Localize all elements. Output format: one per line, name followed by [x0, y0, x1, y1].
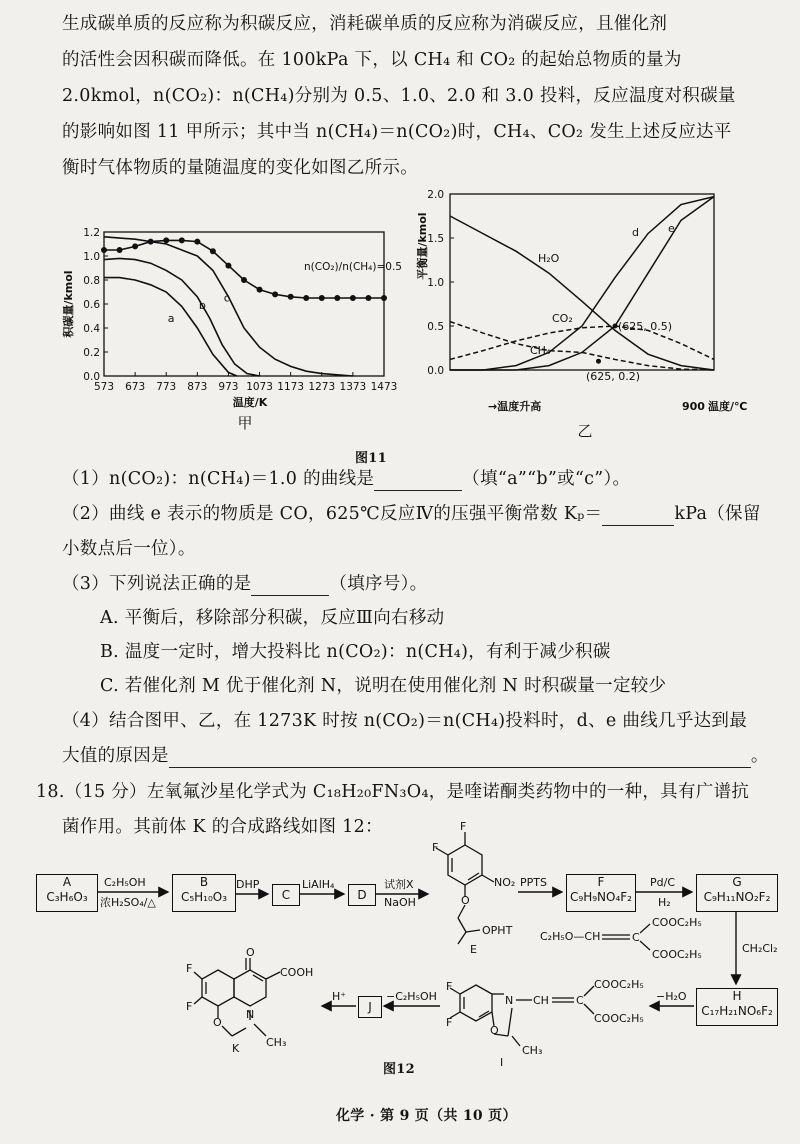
- jia-x-tick-label: 1473: [370, 381, 398, 393]
- reagent-naoh: NaOH: [384, 896, 416, 909]
- yi-point-label-2: (625, 0.2): [586, 370, 641, 383]
- yi-point-label-1: (625, 0.5): [618, 320, 673, 333]
- reagent-minus-water: −H₂O: [656, 990, 687, 1003]
- reagent-ethanol: C₂H₅OH: [104, 876, 146, 889]
- compound-f-label: F: [597, 875, 605, 889]
- jia-curve-label-c: c: [223, 291, 230, 305]
- jia-x-tick-label: 1273: [308, 381, 336, 393]
- k-nitrogen: N: [246, 1008, 255, 1021]
- reagent-x: 试剂X: [384, 878, 414, 891]
- jia-y-tick-label: 0.8: [83, 275, 100, 287]
- question-1-text: （1）n(CO₂)：n(CH₄)＝1.0 的曲线是: [62, 469, 375, 489]
- jia-x-tick-label: 1073: [246, 381, 273, 393]
- question-4: （4）结合图甲、乙，在 1273K 时按 n(CO₂)＝n(CH₄)投料时，d、e 曲线几乎达到最: [62, 711, 748, 731]
- option-c: C. 若催化剂 M 优于催化剂 N，说明在使用催化剂 N 时积碳量一定较少: [100, 676, 667, 696]
- compound-h-label: H: [732, 989, 742, 1003]
- structure-i: [450, 985, 594, 1046]
- i-ester-top: COOC₂H₅: [594, 978, 644, 991]
- jia-x-tick-label: 973: [218, 381, 239, 393]
- i-ester-bottom: COOC₂H₅: [594, 1012, 644, 1025]
- jia-x-tick-label: 773: [156, 381, 177, 393]
- yi-y-tick-label: 1.5: [427, 233, 444, 245]
- compound-h-formula: C₁₇H₂₁NO₆F₂: [701, 1004, 773, 1018]
- yi-y-tick-label: 0.5: [427, 321, 444, 333]
- e-fluorine-2: F: [460, 820, 467, 833]
- k-fluorine-1: F: [186, 962, 193, 975]
- jia-y-tick-label: 1.2: [83, 227, 100, 239]
- jia-x-tick-label: 673: [125, 381, 146, 393]
- question-18-line-1: 18.（15 分）左氧氟沙星化学式为 C₁₈H₂₀FN₃O₄，是喹诺酮类药物中的一种，具有广谱抗: [36, 782, 750, 802]
- question-2-text: （2）曲线 e 表示的物质是 CO，625℃反应Ⅳ的压强平衡常数 Kₚ＝: [62, 504, 603, 524]
- k-cooh: COOH: [280, 966, 314, 979]
- yi-x-note: →温度升高: [488, 400, 542, 413]
- compound-b-label: B: [199, 875, 209, 889]
- paragraph-line-5: 衡时气体物质的量随温度的变化如图乙所示。: [62, 158, 418, 178]
- k-fluorine-2: F: [186, 1000, 193, 1013]
- yi-y-tick-label: 0.0: [427, 365, 444, 377]
- question-18-line-2: 菌作用。其前体 K 的合成路线如图 12：: [62, 817, 383, 837]
- yi-y-axis-label: 平衡量/kmol: [416, 212, 429, 280]
- paragraph-line-2: 的活性会因积碳而降低。在 100kPa 下，以 CH₄ 和 CO₂ 的起始总物质的量为: [62, 50, 682, 70]
- yi-label-d: d: [632, 226, 639, 239]
- k-label: K: [232, 1042, 240, 1055]
- paragraph-line-3: 2.0kmol，n(CO₂)：n(CH₄)分别为 0.5、1.0、2.0 和 3.0 投料，反应温度对积碳量: [62, 86, 736, 106]
- paragraph-line-4: 的影响如图 11 甲所示；其中当 n(CH₄)＝n(CO₂)时，CH₄、CO₂ 发生上述反应达平: [62, 122, 732, 142]
- i-methyl: CH₃: [522, 1044, 543, 1057]
- question-2-line-2: 小数点后一位）。: [62, 539, 196, 559]
- reagent-h2: H₂: [658, 896, 671, 909]
- compound-a-formula: C₃H₆O₃: [46, 890, 88, 904]
- jia-y-axis-label: 积碳量/kmol: [62, 270, 75, 338]
- compound-b-formula: C₅H₁₀O₃: [180, 890, 228, 904]
- question-2-tail: kPa（保留: [674, 504, 761, 524]
- jia-x-tick-label: 1173: [277, 381, 305, 393]
- yi-y-tick-label: 2.0: [427, 189, 444, 201]
- e-nitro: NO₂: [494, 876, 516, 889]
- i-fluorine-1: F: [446, 980, 453, 993]
- i-ch: CH: [533, 994, 549, 1007]
- jia-y-tick-label: 0.2: [83, 347, 100, 359]
- i-fluorine-2: F: [446, 1016, 453, 1029]
- i-oxygen: O: [490, 1024, 499, 1037]
- e-opht: OPHT: [482, 924, 513, 937]
- page-footer: 化学 · 第 9 页（共 10 页）: [336, 1108, 517, 1124]
- reagent-pdc: Pd/C: [650, 876, 676, 889]
- reagent-h2so4: 浓H₂SO₄/△: [100, 896, 156, 909]
- compound-c-label: C: [281, 888, 291, 902]
- question-3-text: （3）下列说法正确的是: [62, 574, 252, 594]
- reagent-acid: H⁺: [332, 990, 347, 1003]
- yi-panel-label: 乙: [577, 422, 593, 440]
- structure-k: [194, 958, 280, 1036]
- jia-curve-label-b: b: [198, 298, 206, 312]
- yi-label-h2o: H₂O: [538, 252, 560, 265]
- paragraph-line-1: 生成碳单质的反应称为积碳反应，消耗碳单质的反应称为消碳反应，且催化剂: [62, 14, 668, 34]
- yi-label-ch4: CH₄: [530, 344, 551, 357]
- compound-d-label: D: [357, 888, 367, 902]
- option-a: A. 平衡后，移除部分积碳，反应Ⅲ向右移动: [100, 608, 445, 628]
- jia-x-axis-label: 温度/K: [232, 396, 268, 409]
- k-oxygen-ring: O: [213, 1016, 222, 1029]
- jia-annotation: n(CO₂)/n(CH₄)=0.5: [304, 261, 402, 273]
- i-label: I: [500, 1056, 504, 1069]
- emme-ester-bottom: COOC₂H₅: [652, 948, 702, 961]
- k-oxygen-carbonyl: O: [246, 946, 255, 959]
- question-4-line-2-text: 大值的原因是: [62, 746, 169, 766]
- reagent-ch2cl2: CH₂Cl₂: [742, 942, 778, 955]
- compound-g-label: G: [732, 875, 742, 889]
- yi-x-axis-label: 温度/℃: [708, 400, 748, 413]
- figure-11-caption: 图11: [355, 451, 387, 466]
- jia-x-tick-label: 573: [93, 381, 115, 393]
- jia-y-tick-label: 0.6: [83, 299, 100, 311]
- yi-label-e: e: [668, 222, 675, 235]
- jia-x-tick-label: 873: [187, 381, 208, 393]
- k-methyl: CH₃: [266, 1036, 287, 1049]
- question-1-tail: （填“a”“b”或“c”）。: [462, 469, 631, 489]
- question-4-end: 。: [750, 746, 769, 766]
- question-3-tail: （填序号）。: [329, 574, 428, 594]
- e-oxygen: O: [461, 894, 470, 907]
- i-carbon: C: [576, 994, 584, 1007]
- reagent-dhp: DHP: [236, 878, 260, 891]
- emme-ester-top: COOC₂H₅: [652, 916, 702, 929]
- jia-panel-label: 甲: [237, 414, 253, 432]
- compound-f-formula: C₉H₉NO₄F₂: [570, 890, 632, 904]
- yi-label-co2: CO₂: [552, 312, 573, 325]
- emme-left: C₂H₅O—CH: [540, 930, 601, 943]
- compound-j-label: J: [368, 1000, 372, 1014]
- compound-g-formula: C₉H₁₁NO₂F₂: [703, 890, 771, 904]
- yi-y-tick-label: 1.0: [427, 277, 444, 289]
- i-nitrogen: N: [505, 994, 514, 1007]
- jia-y-tick-label: 0.0: [83, 371, 100, 383]
- compound-a-label: A: [62, 875, 72, 889]
- option-b: B. 温度一定时，增大投料比 n(CO₂)：n(CH₄)，有利于减少积碳: [100, 642, 611, 662]
- e-label: E: [470, 943, 477, 956]
- jia-curve-label-a: a: [167, 312, 175, 325]
- reagent-lialh4: LiAlH₄: [302, 878, 335, 891]
- figure-12-caption: 图12: [383, 1062, 415, 1077]
- jia-y-tick-label: 1.0: [83, 251, 100, 263]
- e-fluorine-1: F: [432, 841, 439, 854]
- jia-y-tick-label: 0.4: [83, 323, 100, 335]
- reagent-minus-ethanol: −C₂H₅OH: [386, 990, 437, 1003]
- reagent-ppts: PPTS: [520, 876, 547, 889]
- yi-x-tick-label: 900: [682, 400, 705, 413]
- emme-carbon: C: [632, 931, 640, 944]
- jia-x-tick-label: 1373: [339, 381, 367, 393]
